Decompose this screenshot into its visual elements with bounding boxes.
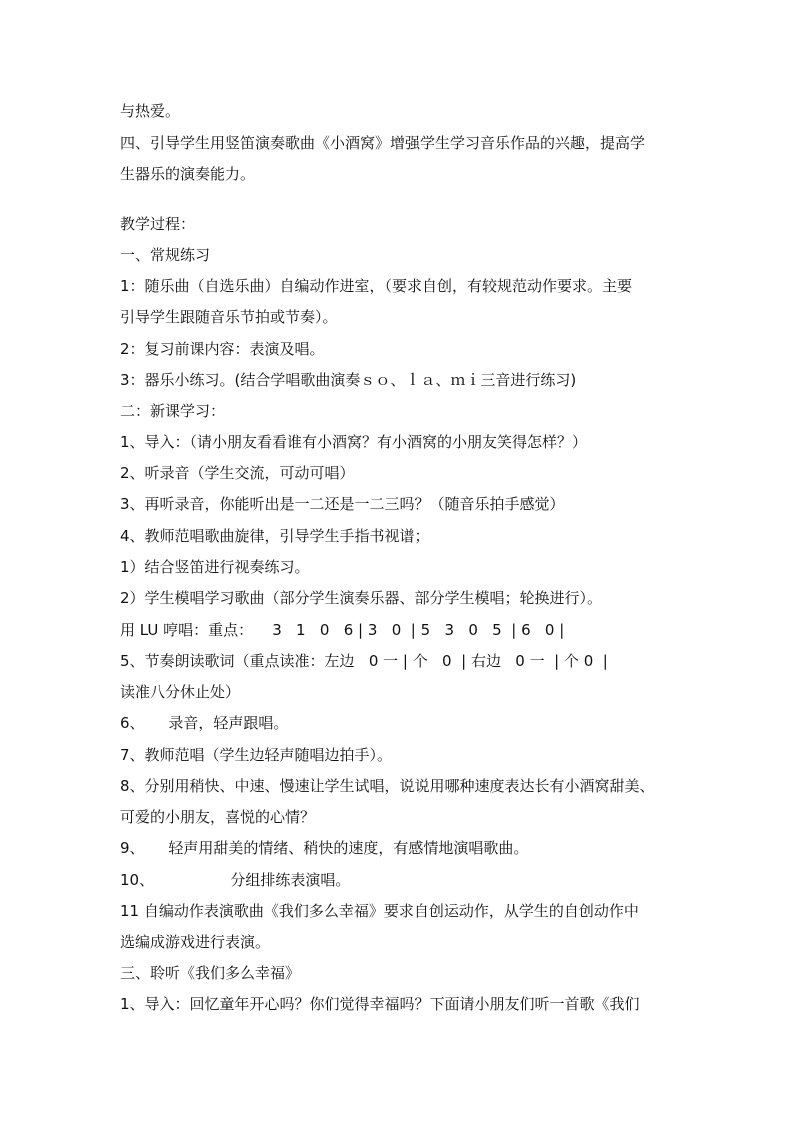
text-line: 6、 录音，轻声跟唱。 xyxy=(120,714,289,732)
text-line: 读准八分休止处） xyxy=(120,683,241,701)
text-line: 生器乐的演奏能力。 xyxy=(120,165,256,183)
text-line: 2、听录音（学生交流，可动可唱） xyxy=(120,464,355,482)
notation-line: 5、节奏朗读歌词（重点读准：左边 0 一 | 个 0 | 右边 0 一 | 个 0 | xyxy=(120,652,608,670)
text-line: 3、再听录音，你能听出是一二还是一二三吗？（随音乐拍手感觉） xyxy=(120,495,565,513)
text-line: 11 自编动作表演歌曲《我们多么幸福》要求自创运动作，从学生的自创动作中 xyxy=(120,902,639,920)
text-line: 1）结合竖笛进行视奏练习。 xyxy=(120,558,310,576)
section-heading: 教学过程： xyxy=(120,215,196,233)
text-line: 7、教师范唱（学生边轻声随唱边拍手）。 xyxy=(120,746,393,764)
text-line: 2）学生模唱学习歌曲（部分学生演奏乐器、部分学生模唱；轮换进行）。 xyxy=(120,589,603,607)
section-heading: 三、聆听《我们多么幸福》 xyxy=(120,964,301,982)
section-heading: 二：新课学习： xyxy=(120,402,226,420)
text-line: 四、引导学生用竖笛演奏歌曲《小酒窝》增强学生学习音乐作品的兴趣，提高学 xyxy=(120,134,646,152)
text-line: 3：器乐小练习。(结合学唱歌曲演奏ｓｏ、ｌａ、ｍｉ三音进行练习) xyxy=(120,371,577,389)
text-line: 10、 分组排练表演唱。 xyxy=(120,871,351,889)
text-line: 引导学生跟随音乐节拍或节奏）。 xyxy=(120,308,338,326)
section-heading: 一、常规练习 xyxy=(120,246,211,264)
text-line: 8、分别用稍快、中速、慢速让学生试唱，说说用哪种速度表达长有小酒窝甜美、 xyxy=(120,777,655,795)
text-line: 1、导入：（请小朋友看看谁有小酒窝？有小酒窝的小朋友笑得怎样？） xyxy=(120,433,588,451)
text-line: 9、 轻声用甜美的情绪、稍快的速度，有感情地演唱歌曲。 xyxy=(120,839,529,857)
text-line: 1：随乐曲（自选乐曲）自编动作进室，（要求自创，有较规范动作要求。主要 xyxy=(120,277,633,295)
text-line: 4、教师范唱歌曲旋律，引导学生手指书视谱； xyxy=(120,527,430,545)
text-line: 选编成游戏进行表演。 xyxy=(120,933,271,951)
text-line: 与热爱。 xyxy=(120,102,181,120)
notation-line: 用 LU 哼唱：重点： 3 1 0 6 | 3 0 | 5 3 0 5 | 6 0 | xyxy=(120,621,565,639)
text-line: 可爱的小朋友，喜悦的心情？ xyxy=(120,808,316,826)
text-line: 1、导入：回忆童年开心吗？你们觉得幸福吗？下面请小朋友们听一首歌《我们 xyxy=(120,995,640,1013)
text-line: 2：复习前课内容：表演及唱。 xyxy=(120,340,325,358)
